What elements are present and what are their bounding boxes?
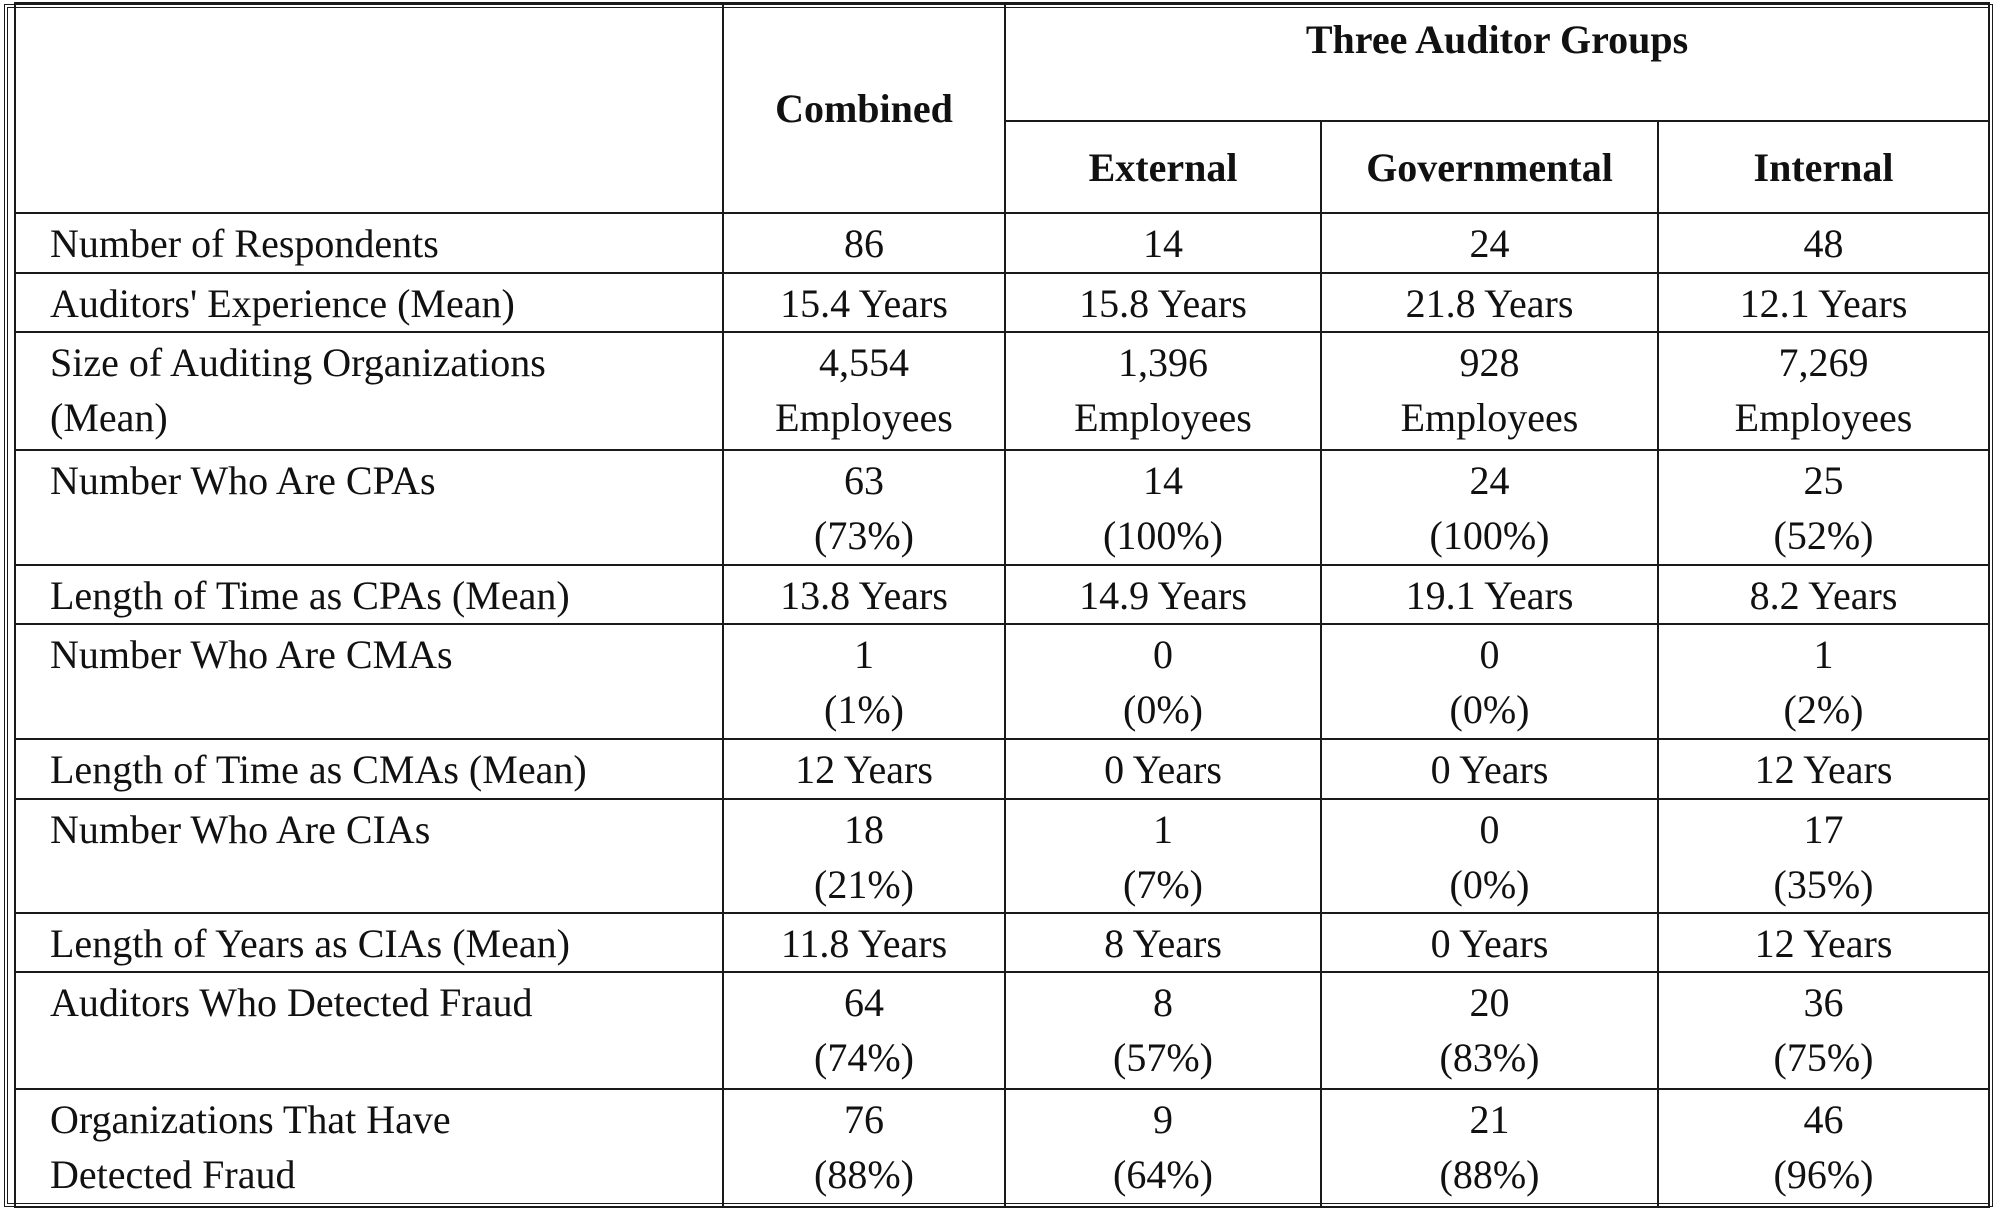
cell-value-line: 46 [1803,1096,1844,1142]
cell-value-line: (83%) [1439,1035,1540,1081]
cell-value-line: 14 [1143,221,1183,266]
cell-value-line: 18 [844,807,884,853]
cell-value-line: 1 [854,631,874,677]
cell-combined [723,972,1005,1088]
cell-combined [723,799,1005,913]
cell-value-line: 13.8 Years [780,572,948,618]
cell-combined [723,1089,1005,1207]
cell-value-line: Employees [1400,395,1579,441]
header-group-title: Three Auditor Groups [1005,3,1989,121]
cell-value-line: 64 [844,980,884,1026]
cell-value-line: 63 [844,458,884,504]
cell-governmental [1321,972,1658,1088]
table-row [15,799,1989,913]
cell-value-line: 1 [1813,631,1834,677]
cell-value-line: 25 [1803,458,1844,504]
row-label [15,913,723,972]
table-row [15,1089,1989,1207]
table-row [15,565,1989,624]
cell-external [1005,213,1321,273]
cell-external [1005,332,1321,450]
cell-value-line: 24 [1469,458,1510,504]
cell-value-line: 9 [1153,1096,1173,1142]
table-row [15,913,1989,972]
row-label [15,450,723,564]
cell-value-line: (88%) [1439,1151,1540,1197]
cell-value-line: (52%) [1773,513,1874,559]
cell-value-line: 0 [1479,807,1500,853]
table-row [15,624,1989,739]
cell-value-line: 12.1 Years [1739,281,1908,327]
row-label-line: Number Who Are CPAs [50,458,436,504]
cell-value-line: 36 [1803,980,1844,1026]
cell-internal [1658,913,1989,972]
cell-value-line: 15.4 Years [780,281,948,327]
header-blank-cell [15,3,723,213]
cell-external [1005,624,1321,739]
cell-combined [723,739,1005,799]
cell-internal [1658,273,1989,332]
cell-value-line: 1,396 [1118,340,1208,386]
row-label [15,565,723,624]
cell-value-line: 0 Years [1430,921,1549,967]
cell-value-line: 21 [1469,1096,1510,1142]
cell-value-line: 86 [844,221,884,266]
cell-combined [723,273,1005,332]
cell-value-line: 0 Years [1430,747,1549,792]
cell-governmental [1321,213,1658,273]
cell-value-line: (2%) [1783,686,1864,732]
cell-value-line: (64%) [1113,1151,1213,1197]
cell-value-line: (0%) [1449,686,1530,732]
cell-value-line: (0%) [1449,862,1530,908]
cell-internal [1658,972,1989,1088]
cell-value-line: (88%) [814,1151,914,1197]
cell-value-line: (100%) [1103,513,1223,559]
cell-value-line: Employees [1074,395,1252,441]
cell-value-line: 12 Years [795,747,933,792]
cell-governmental [1321,332,1658,450]
cell-value-line: (96%) [1773,1151,1874,1197]
cell-internal [1658,624,1989,739]
cell-value-line: 19.1 Years [1405,572,1574,618]
table-body [15,213,1989,1207]
row-label-line: Auditors Who Detected Fraud [50,980,533,1026]
row-label [15,332,723,450]
cell-combined [723,913,1005,972]
cell-value-line: 17 [1803,807,1844,853]
row-label-line: Number of Respondents [50,221,439,266]
cell-value-line: 7,269 [1778,340,1869,386]
cell-value-line: 48 [1803,221,1844,266]
cell-external [1005,739,1321,799]
row-label-line: Auditors' Experience (Mean) [50,281,515,327]
cell-value-line: 14 [1143,458,1183,504]
cell-value-line: (7%) [1123,862,1203,908]
table-row [15,213,1989,273]
cell-value-line: 12 Years [1754,747,1893,792]
cell-external [1005,273,1321,332]
cell-value-line: (21%) [814,862,914,908]
cell-governmental [1321,1089,1658,1207]
row-label [15,624,723,739]
cell-governmental [1321,913,1658,972]
cell-combined [723,332,1005,450]
cell-value-line: 20 [1469,980,1510,1026]
cell-internal [1658,1089,1989,1207]
header-governmental: Governmental [1321,121,1658,213]
cell-value-line: 8.2 Years [1749,572,1898,618]
row-label-line: Organizations That Have [50,1096,451,1142]
cell-combined [723,450,1005,564]
cell-value-line: Employees [1734,395,1913,441]
cell-external [1005,913,1321,972]
cell-value-line: 1 [1153,807,1173,853]
row-label [15,972,723,1088]
cell-value-line: (35%) [1773,862,1874,908]
table-row [15,332,1989,450]
row-label-line: Number Who Are CIAs [50,807,431,853]
header-internal: Internal [1658,121,1989,213]
row-label [15,739,723,799]
cell-external [1005,799,1321,913]
cell-value-line: 0 [1479,631,1500,677]
row-label [15,1089,723,1207]
row-label-line: Length of Time as CPAs (Mean) [50,572,570,618]
cell-value-line: 15.8 Years [1079,281,1247,327]
cell-value-line: 0 Years [1104,747,1222,792]
cell-value-line: 928 [1459,340,1520,386]
cell-value-line: 14.9 Years [1079,572,1247,618]
cell-value-line: 11.8 Years [780,921,948,967]
table-row [15,972,1989,1088]
cell-internal [1658,565,1989,624]
cell-value-line: (73%) [814,513,914,559]
row-label-line: Length of Years as CIAs (Mean) [50,921,570,967]
cell-value-line: 4,554 [819,340,909,386]
cell-governmental [1321,565,1658,624]
cell-value-line: 21.8 Years [1405,281,1574,327]
row-label [15,273,723,332]
row-label-line: (Mean) [50,395,168,441]
row-label [15,799,723,913]
cell-value-line: 0 [1153,631,1173,677]
cell-governmental [1321,273,1658,332]
cell-external [1005,450,1321,564]
cell-value-line: (0%) [1123,686,1203,732]
cell-value-line: (57%) [1113,1035,1213,1081]
row-label-line: Detected Fraud [50,1151,296,1197]
table-row [15,450,1989,564]
header-external: External [1005,121,1321,213]
cell-governmental [1321,799,1658,913]
auditor-survey-table [14,2,1990,1208]
cell-value-line: (1%) [824,686,904,732]
cell-value-line: (74%) [814,1035,914,1081]
row-label [15,213,723,273]
cell-value-line: 8 Years [1104,921,1222,967]
cell-governmental [1321,739,1658,799]
cell-internal [1658,739,1989,799]
cell-value-line: (100%) [1429,513,1550,559]
table-row [15,273,1989,332]
cell-external [1005,1089,1321,1207]
table-row [15,739,1989,799]
cell-internal [1658,799,1989,913]
cell-internal [1658,332,1989,450]
cell-combined [723,213,1005,273]
cell-value-line: 8 [1153,980,1173,1026]
cell-value-line: 24 [1469,221,1510,266]
cell-external [1005,565,1321,624]
row-label-line: Size of Auditing Organizations [50,340,546,386]
cell-internal [1658,450,1989,564]
cell-external [1005,972,1321,1088]
cell-governmental [1321,624,1658,739]
cell-value-line: Employees [775,395,953,441]
cell-value-line: 76 [844,1096,884,1142]
cell-value-line: 12 Years [1754,921,1893,967]
header-combined: Combined [723,3,1005,213]
cell-governmental [1321,450,1658,564]
row-label-line: Number Who Are CMAs [50,631,453,677]
cell-value-line: (75%) [1773,1035,1874,1081]
row-label-line: Length of Time as CMAs (Mean) [50,747,587,792]
cell-internal [1658,213,1989,273]
cell-combined [723,565,1005,624]
cell-combined [723,624,1005,739]
